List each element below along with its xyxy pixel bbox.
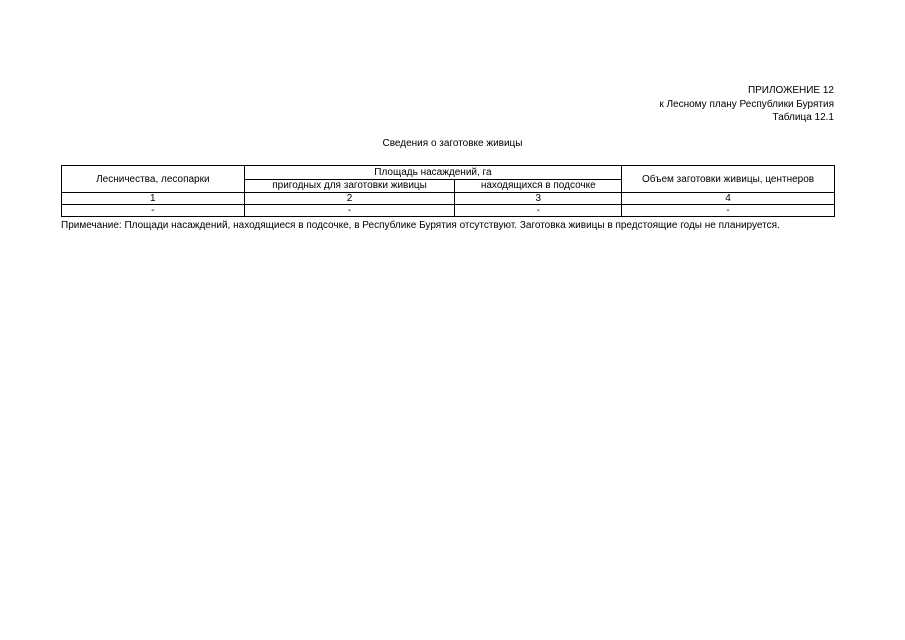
table-cell: - — [62, 205, 245, 217]
table-note: Примечание: Площади насаждений, находящиеся в подсочке, в Республике Бурятия отсутствуют. Заготовка живицы в предстоящие годы не планируется. — [61, 220, 780, 231]
column-numbers-row — [62, 193, 835, 205]
table-cell: - — [455, 205, 622, 217]
resin-table — [61, 165, 835, 217]
table-number: Таблица 12.1 — [772, 112, 834, 123]
header-forestries: Лесничества, лесопарки — [62, 166, 245, 193]
column-number: 2 — [244, 193, 455, 205]
header-suitable: пригодных для заготовки живицы — [244, 179, 455, 193]
table-cell: - — [622, 205, 835, 217]
appendix-reference: к Лесному плану Республики Бурятия — [659, 98, 834, 110]
table-caption: Сведения о заготовке живицы — [382, 138, 523, 149]
column-number: 4 — [622, 193, 835, 205]
header-volume: Объем заготовки живицы, центнеров — [622, 166, 835, 193]
appendix-title: ПРИЛОЖЕНИЕ 12 — [747, 85, 834, 96]
header-tapping: находящихся в подсочке — [455, 179, 622, 193]
header-row — [62, 166, 835, 180]
appendix-header — [659, 84, 834, 125]
column-number: 3 — [455, 193, 622, 205]
table-cell: - — [244, 205, 455, 217]
column-number: 1 — [62, 193, 245, 205]
table-row — [62, 205, 835, 217]
header-area-group: Площадь насаждений, га — [244, 166, 621, 180]
